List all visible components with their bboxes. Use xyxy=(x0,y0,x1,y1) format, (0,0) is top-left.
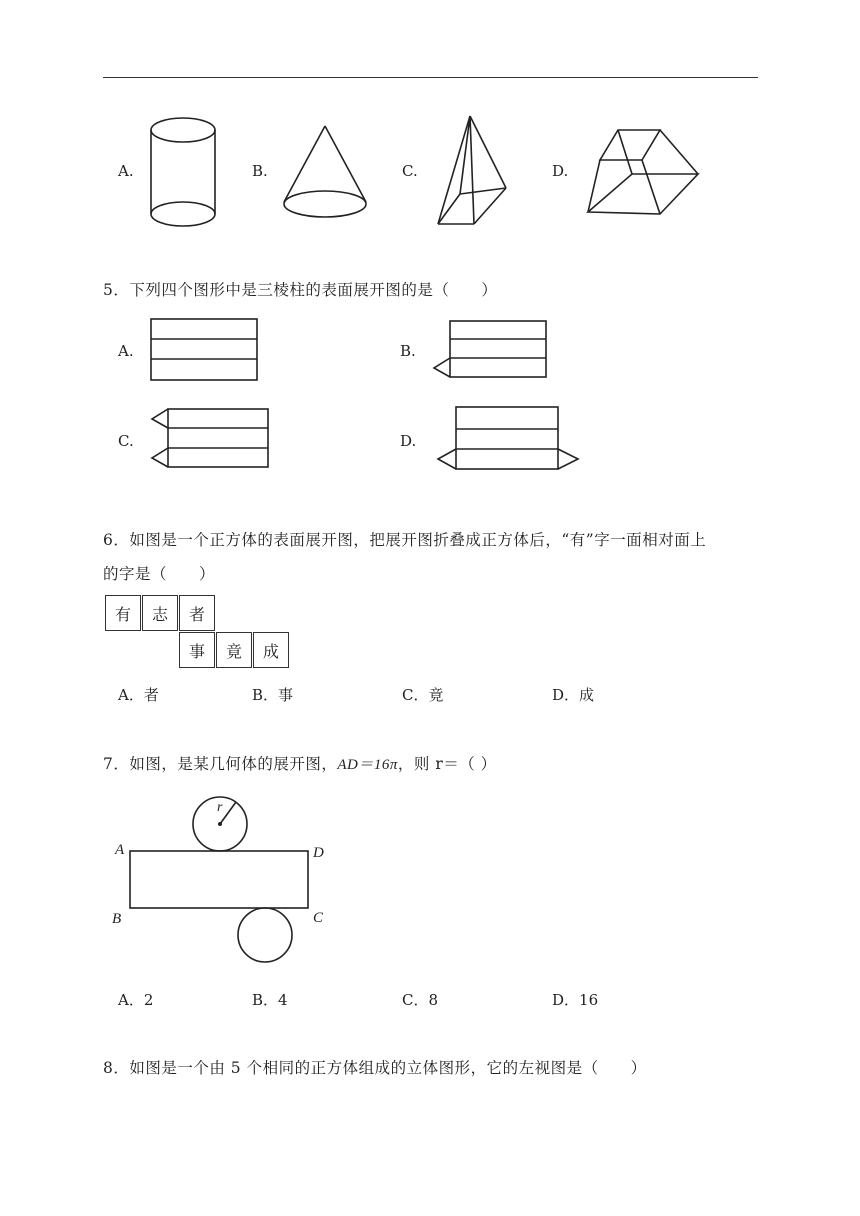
q5-net-b[interactable] xyxy=(432,320,550,380)
q7-formula: AD＝16π xyxy=(337,757,398,773)
q7-option-b[interactable]: B．4 xyxy=(252,991,288,1009)
cylinder-figure[interactable] xyxy=(150,116,220,230)
q6-option-d[interactable]: D．成 xyxy=(552,686,595,704)
cube-net-cell: 事 xyxy=(179,632,215,668)
q6-text-line2: 的字是（ ） xyxy=(103,565,216,583)
q7-option-c[interactable]: C．8 xyxy=(402,991,439,1009)
label-a: A xyxy=(115,842,125,858)
header-rule xyxy=(103,77,758,78)
q7-text-prefix: 7．如图，是某几何体的展开图， xyxy=(103,755,338,773)
q6-text-line1: 6．如图是一个正方体的表面展开图，把展开图折叠成正方体后，“有”字一面相对面上 xyxy=(103,531,707,549)
cube-net-cell: 成 xyxy=(253,632,289,668)
q5-text: 5．下列四个图形中是三棱柱的表面展开图的是（ ） xyxy=(103,281,498,299)
q4-option-a-label[interactable]: A. xyxy=(118,162,134,180)
cube-net xyxy=(105,595,295,671)
q7-text xyxy=(103,752,497,774)
q7-option-d[interactable]: D．16 xyxy=(552,991,599,1009)
q5-option-b-label[interactable]: B. xyxy=(400,342,416,360)
q4-option-c-label[interactable]: C. xyxy=(402,162,418,180)
q7-option-a[interactable]: A．2 xyxy=(118,991,154,1009)
frustum-figure[interactable] xyxy=(586,126,704,220)
q6-option-a[interactable]: A．者 xyxy=(118,686,159,704)
q5-net-a[interactable] xyxy=(150,318,260,382)
cylinder-net-figure xyxy=(110,796,340,968)
q6-option-b[interactable]: B．事 xyxy=(252,686,294,704)
label-r: r xyxy=(217,800,223,815)
label-d: D xyxy=(313,845,324,861)
cube-net-cell: 者 xyxy=(179,595,215,631)
cube-net-cell: 志 xyxy=(142,595,178,631)
q4-option-d-label[interactable]: D. xyxy=(552,162,569,180)
cone-figure[interactable] xyxy=(282,124,372,220)
q5-net-c[interactable] xyxy=(150,408,272,470)
q6-option-c[interactable]: C．竟 xyxy=(402,686,444,704)
label-c: C xyxy=(313,910,324,926)
q5-option-a-label[interactable]: A. xyxy=(118,342,134,360)
q5-net-d[interactable] xyxy=(436,406,582,472)
pyramid-figure[interactable] xyxy=(436,114,512,230)
label-b: B xyxy=(112,911,122,927)
q5-option-d-label[interactable]: D. xyxy=(400,432,417,450)
q8-text: 8．如图是一个由 5 个相同的正方体组成的立体图形，它的左视图是（ ） xyxy=(103,1059,647,1077)
cube-net-cell: 有 xyxy=(105,595,141,631)
cube-net-cell: 竟 xyxy=(216,632,252,668)
q4-option-b-label[interactable]: B. xyxy=(252,162,268,180)
q7-text-suffix: ，则 r＝（ ） xyxy=(397,755,497,773)
q5-option-c-label[interactable]: C. xyxy=(118,432,134,450)
